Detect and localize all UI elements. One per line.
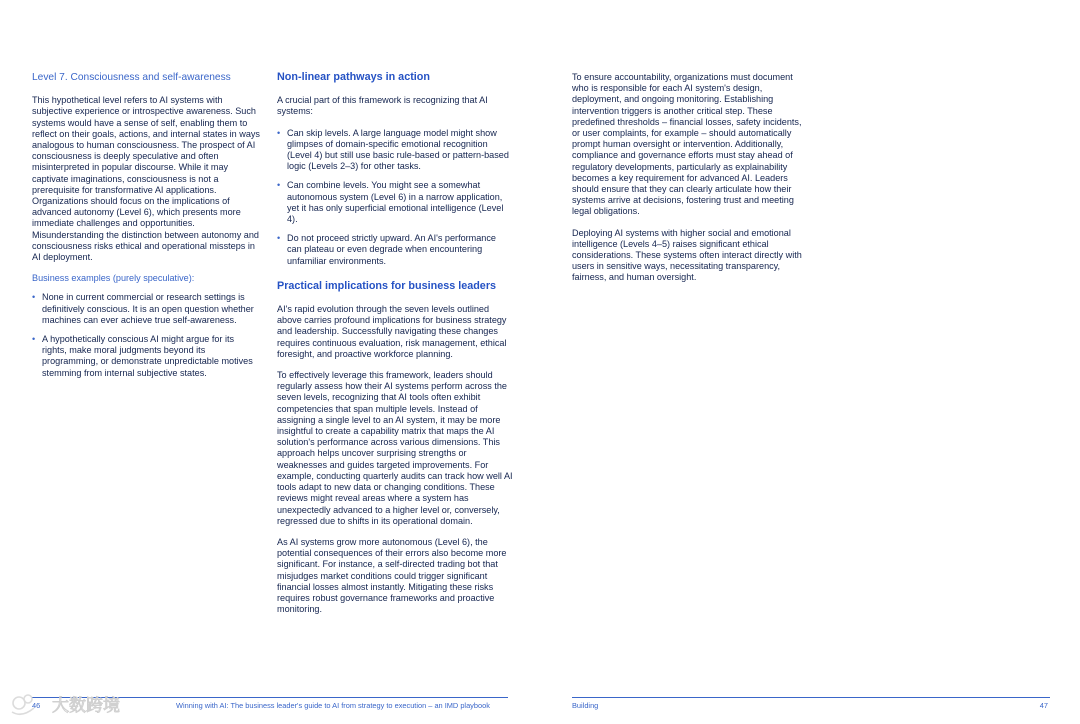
page-number-right: 47 — [1039, 701, 1048, 710]
watermark-icon — [12, 695, 34, 714]
footer-title: Winning with AI: The business leader's guide to AI from strategy to execution – an IMD playbook — [176, 701, 490, 710]
column-right — [572, 72, 808, 294]
page-number-left: 46 — [32, 701, 41, 710]
list-item: • A hypothetically conscious AI might argue for its rights, make moral judgments beyond its programming, or demonstrate unpredictable motives stemming from internal subjective states. — [32, 334, 260, 379]
list-item: • None in current commercial or research settings is definitively conscious. It is an open question whether machines can ever achieve true self-awareness. — [32, 292, 260, 326]
list-item: • Can skip levels. A large language model might show glimpses of domain-specific emotional recognition (Level 4) but still use basic rule-based or pattern-based logic (Levels 2–3) for other tasks. — [277, 128, 513, 173]
accountability-paragraph: To ensure accountability, organizations must document who is responsible for each AI system's design, deployment, and ongoing monitoring. Establishing intervention triggers is another critical step. These predefined thresholds – financial losses, safety incidents, or user complaints, for example – should automatically prompt human oversight or intervention. Additionally, compliance and governance efforts must stay ahead of regulatory developments, particularly as explainability becomes a key requirement for advanced AI. Leaders should ensure that they can clearly articulate how their systems arrive at decisions, fostering trust and meeting legal obligations. — [572, 72, 802, 217]
level7-body: This hypothetical level refers to AI systems with subjective experience or introspective awareness. Such systems would have a sense of self, enabling them to reflect on their goals, actions, and internal states in ways analogous to human consciousness. The prospect of AI consciousness is deeply speculative and often misinterpreted in popular discourse. While it may captivate imaginations, consciousness is not a prerequisite for transformative AI applications. Organizations should focus on the implications of advanced autonomy (Level 6), which presents more immediate challenges and opportunities. Misunderstanding the distinction between autonomy and consciousness risks ethical and operational missteps in AI deployment. — [32, 95, 260, 263]
level7-examples-list — [32, 292, 260, 378]
practical-paragraph: AI's rapid evolution through the seven levels outlined above carries profound implications for business strategy and leadership. Successfully navigating these changes requires continuous evaluation, risk management, ethical foresight, and proactive workforce planning. — [277, 304, 507, 359]
column-middle — [277, 72, 513, 625]
practical-paragraph: To effectively leverage this framework, leaders should regularly assess how their AI systems perform across the seven levels, recognizing that AI tools often exhibit competencies that span multiple levels. Instead of assigning a single level to an AI system, it may be more insightful to create a capability matrix that maps the AI solution's performance across various dimensions. This approach helps uncover surprising strengths or weaknesses and guides targeted improvements. For example, conducting quarterly audits can track how well AI tools adapt to new data or changing conditions. These reviews might reveal areas where a system has unexpectedly advanced to a higher level or, conversely, regressed due to shifts in its operational domain. — [277, 370, 513, 526]
list-item: • Can combine levels. You might see a somewhat autonomous system (Level 6) in a narrow application, yet it has only superficial emotional intelligence (Level 4). — [277, 180, 513, 225]
column-left — [32, 72, 260, 389]
footer-section: Building — [572, 701, 599, 710]
level7-heading: Level 7. Consciousness and self-awareness — [32, 72, 231, 83]
watermark-logo — [8, 690, 158, 720]
list-item: • Do not proceed strictly upward. An AI's performance can plateau or even degrade when encountering unfamiliar environments. — [277, 233, 513, 267]
business-examples-label: Business examples (purely speculative): — [32, 273, 195, 284]
watermark-text: 大数跨境 — [52, 696, 120, 716]
ethics-paragraph: Deploying AI systems with higher social and emotional intelligence (Levels 4–5) raises significant ethical considerations. These systems often interact directly with users in sensitive ways, necessitating transparency, fairness, and human oversight. — [572, 227, 802, 283]
practical-paragraph: As AI systems grow more autonomous (Level 6), the potential consequences of their errors also become more significant. For instance, a self-directed trading bot that misjudges market conditions could trigger significant financial losses almost instantly. Mitigating these risks requires robust governance frameworks and proactive monitoring. — [277, 536, 507, 615]
nonlinear-list — [277, 128, 513, 267]
footer-divider-right — [572, 697, 1050, 698]
nonlinear-heading: Non-linear pathways in action — [277, 71, 430, 83]
nonlinear-intro: A crucial part of this framework is recognizing that AI systems: — [277, 95, 488, 117]
practical-heading: Practical implications for business leaders — [277, 279, 497, 292]
